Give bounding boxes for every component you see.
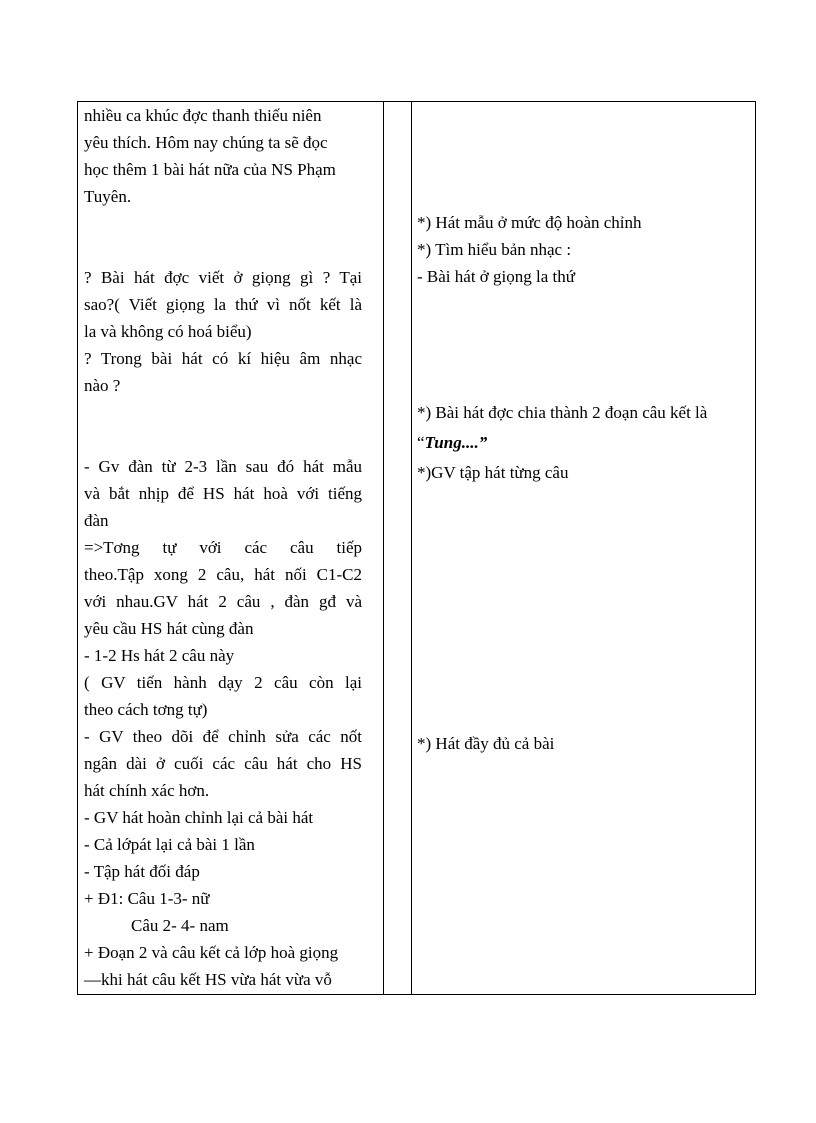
text-line: ? Bài hát đợc viết ở giọng gì ? Tại [84, 268, 362, 287]
text-line: yêu thích. Hôm nay chúng ta sẽ đọc [84, 133, 328, 152]
close-quote: ” [478, 433, 488, 452]
text-line: *) Hát đầy đủ cả bài [417, 734, 555, 753]
text-line: - GV theo dõi để chỉnh sửa các nốt [84, 727, 362, 746]
column-divider-2 [411, 102, 412, 994]
column-divider-1 [383, 102, 384, 994]
text-line: Tuyên. [84, 187, 132, 206]
text-line: đàn [84, 511, 109, 530]
text-line: *)GV tập hát từng câu [417, 463, 569, 482]
lesson-table [77, 101, 756, 995]
text-line: ? Trong bài hát có kí hiệu âm nhạc [84, 349, 362, 368]
text-line: với nhau.GV hát 2 câu , đàn gđ và [84, 592, 362, 611]
text-line: nhiều ca khúc đợc thanh thiếu niên [84, 106, 322, 125]
text-line: sao?( Viết giọng la thứ vì nốt kết là [84, 295, 362, 314]
text-line: - GV hát hoàn chỉnh lại cả bài hát [84, 808, 314, 827]
text-line: - Bài hát ở giọng la thứ [417, 267, 575, 286]
text-line: *) Hát mẫu ở mức độ hoàn chỉnh [417, 213, 642, 232]
text-line: *) Bài hát đợc chia thành 2 đoạn câu kết là [417, 403, 708, 422]
text-line: - Gv đàn từ 2-3 lần sau đó hát mẫu [84, 457, 362, 476]
text-line: yêu cầu HS hát cùng đàn [84, 619, 254, 638]
text-line: hát chính xác hơn. [84, 781, 210, 800]
text-line: - Cả lớpát lại cả bài 1 lần [84, 835, 255, 854]
text-line: - 1-2 Hs hát 2 câu này [84, 646, 235, 665]
text-line: nào ? [84, 376, 121, 395]
text-line: ( GV tiến hành dạy 2 câu còn lại [84, 673, 362, 692]
song-ending-word: Tung.... [424, 433, 479, 452]
song-ending-line [417, 433, 487, 453]
text-line: Câu 2- 4- nam [131, 916, 229, 935]
text-line: la và không có hoá biểu) [84, 322, 252, 341]
text-line: - Tập hát đối đáp [84, 862, 200, 881]
text-line: theo.Tập xong 2 câu, hát nối C1-C2 [84, 565, 362, 584]
text-line: theo cách tơng tự) [84, 700, 208, 719]
text-line: *) Tìm hiểu bản nhạc : [417, 240, 572, 259]
text-line: và bắt nhịp để HS hát hoà với tiếng [84, 484, 362, 503]
text-line: —khi hát câu kết HS vừa hát vừa vỗ [84, 970, 332, 989]
text-line: ngân dài ở cuối các câu hát cho HS [84, 754, 362, 773]
open-quote: “ [417, 433, 425, 452]
text-line: =>Tơng tự với các câu tiếp [84, 538, 362, 557]
text-line: + Đ1: Câu 1-3- nữ [84, 889, 210, 908]
text-line: học thêm 1 bài hát nữa của NS Phạm [84, 160, 336, 179]
text-line: + Đoạn 2 và câu kết cả lớp hoà giọng [84, 943, 339, 962]
